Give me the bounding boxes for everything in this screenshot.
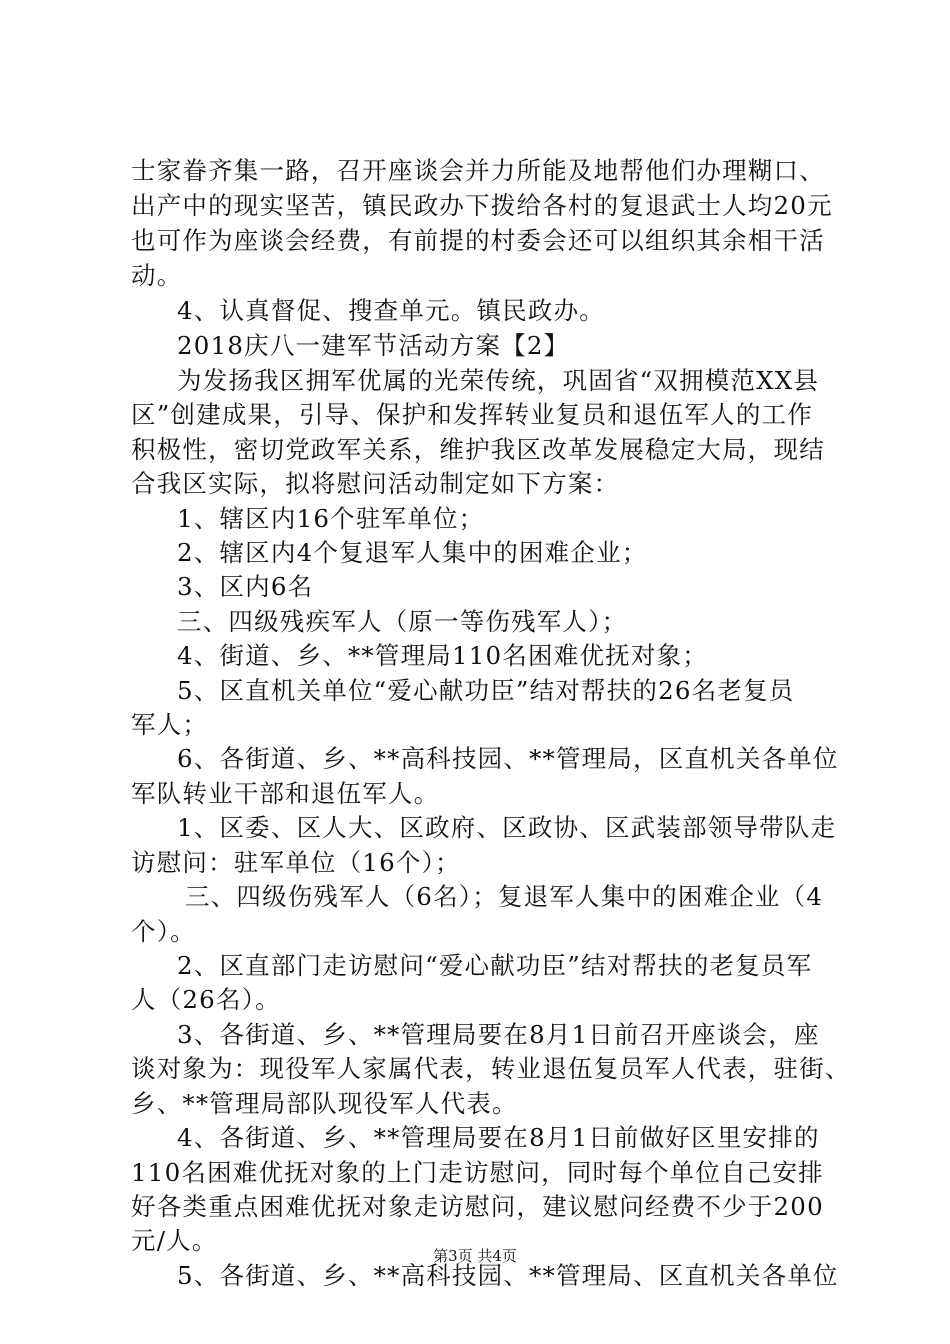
body-text-line: 也可作为座谈会经费，有前提的村委会还可以组织其余相干活 [131, 226, 825, 255]
body-text-line: 5、各街道、乡、**高科技园、**管理局、区直机关各单位 [177, 1261, 839, 1290]
body-text-line: 动。 [131, 261, 183, 290]
section-heading: 2018庆八一建军节活动方案【2】 [177, 331, 570, 360]
body-text-line: 三、四级伤残军人（6名）；复退军人集中的困难企业（4 [185, 882, 824, 911]
body-text-line: 5、区直机关单位“爱心献功臣”结对帮扶的26名老复员 [177, 676, 795, 705]
body-text-line: 2、辖区内4个复退军人集中的困难企业； [177, 538, 648, 567]
body-text-line: 2、区直部门走访慰问“爱心献功臣”结对帮扶的老复员军 [177, 951, 813, 980]
body-text-line: 出产中的现实坚苦，镇民政办下拨给各村的复退武士人均20元 [131, 191, 833, 220]
body-text-line: 4、街道、乡、**管理局110名困难优抚对象； [177, 641, 708, 670]
body-text-line: 好各类重点困难优抚对象走访慰问，建议慰问经费不少于200 [131, 1192, 824, 1221]
body-text-line: 1、区委、区人大、区政府、区政协、区武装部领导带队走 [177, 813, 837, 842]
body-text-line: 3、各街道、乡、**管理局要在8月1日前召开座谈会，座 [177, 1020, 820, 1049]
body-text-line: 人（26名）。 [131, 985, 281, 1014]
body-text-line: 6、各街道、乡、**高科技园、**管理局，区直机关各单位 [177, 744, 839, 773]
body-text-line: 4、各街道、乡、**管理局要在8月1日前做好区里安排的 [177, 1123, 820, 1152]
body-text-line: 110名困难优抚对象的上门走访慰问，同时每个单位自己安排 [131, 1158, 824, 1187]
body-text-line: 区”创建成果，引导、保护和发挥转业复员和退伍军人的工作 [131, 400, 813, 429]
body-text-line: 三、四级残疾军人（原一等伤残军人）； [177, 607, 628, 636]
body-text-line: 个）。 [131, 917, 196, 946]
body-text-line: 士家眷齐集一路，召开座谈会并力所能及地帮他们办理糊口、 [131, 156, 825, 185]
body-text-line: 军队转业干部和退伍军人。 [131, 779, 440, 808]
body-text-line: 1、辖区内16个驻军单位； [177, 504, 485, 533]
body-text-line: 乡、**管理局部队现役军人代表。 [131, 1089, 518, 1118]
body-text-line: 谈对象为：现役军人家属代表，转业退伍复员军人代表，驻街、 [131, 1054, 851, 1083]
body-text-line: 军人； [131, 710, 209, 739]
body-text-line: 3、区内6名 [177, 572, 314, 601]
body-text-line: 4、认真督促、搜查单元。镇民政办。 [177, 296, 605, 325]
page-footer: 第3页 共4页 [433, 1247, 517, 1265]
body-text-line: 积极性，密切党政军关系，维护我区改革发展稳定大局，现结 [131, 435, 825, 464]
body-text-line: 合我区实际，拟将慰问活动制定如下方案： [131, 469, 620, 498]
body-text-line: 访慰问：驻军单位（16个）； [131, 848, 461, 877]
body-text-line: 元/人。 [131, 1226, 218, 1255]
body-text-line: 为发扬我区拥军优属的光荣传统，巩固省“双拥模范XX县 [177, 366, 820, 395]
